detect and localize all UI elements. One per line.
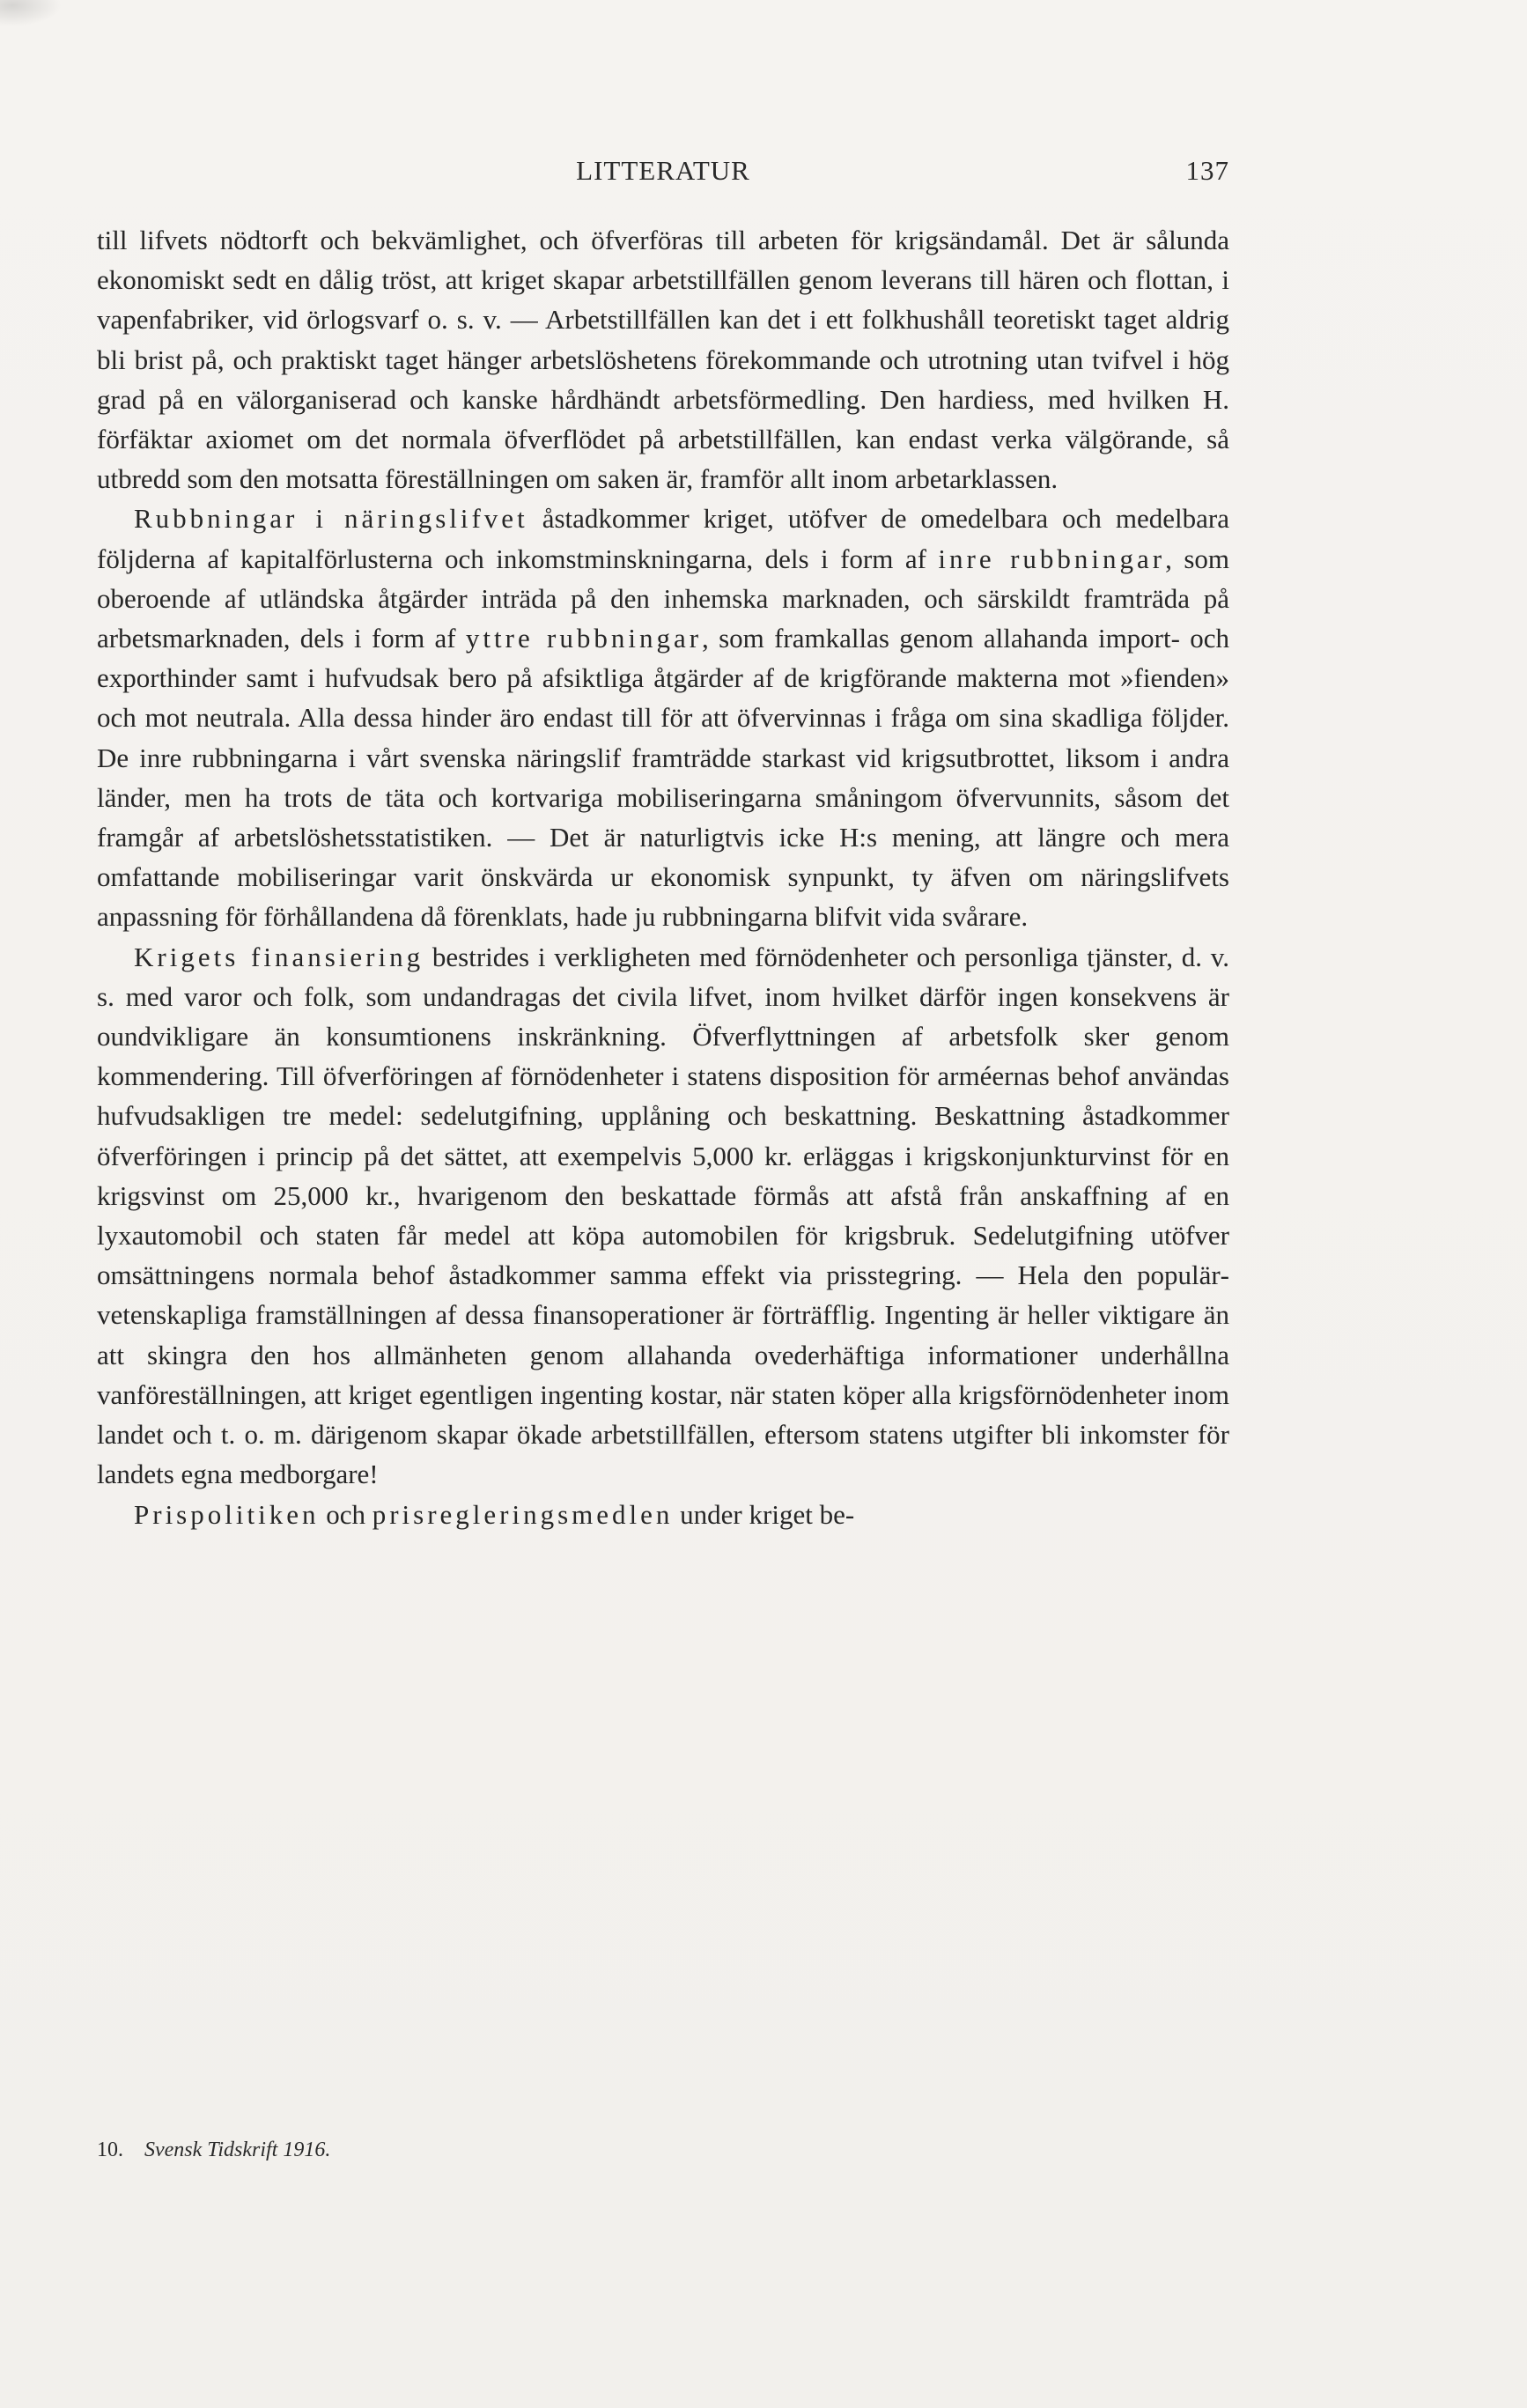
footer-signature [97, 2138, 330, 2162]
paragraph-text: och [319, 1498, 373, 1530]
spaced-emphasis: inre rubbningar [938, 543, 1166, 574]
spaced-emphasis: yttre rubbningar [465, 623, 703, 654]
paragraph-text: åstadkommer kriget, utöfver de omedelbara och medelbara följderna af kapitalförlusterna och inkomstminskningarna, dels i form af [97, 503, 1229, 574]
spaced-emphasis: prisregleringsmedlen [372, 1498, 674, 1530]
spaced-emphasis: Krigets finansiering [134, 941, 424, 972]
paragraph [97, 220, 1229, 499]
paragraph-text: under kriget be- [673, 1498, 855, 1530]
spaced-emphasis: Rubbningar i näringslifvet [134, 503, 528, 535]
body-text [97, 220, 1229, 1534]
signature-text: Svensk Tidskrift 1916. [144, 2138, 331, 2161]
paragraph [97, 937, 1229, 1495]
paragraph-text: bestrides i verkligheten med förnödenheter och personliga tjänster, d. v. s. med varor och folk, som undandragas det civila lifvet, inom hvilket därför ingen konsekvens är oundvikligare än konsumtionens inskränkning. Öfverflyttningen af arbetsfolk sker genom kommendering. Till öfverföringen af förnödenheter i statens disposition för arméernas behof användas hufvudsakligen tre medel: sedelutgifning, upplåning och beskattning. Beskattning åstadkommer öfverföringen i princip på det sättet, att exempelvis 5,000 kr. erläggas i krigskonjunkturvinst för en krigsvinst om 25,000 kr., hvarigenom den beskattade förmås att afstå från anskaffning af en lyxautomobil och staten får medel att köpa automobilen för krigsbruk. Sedelutgifning utöfver omsättningens normala behof åstadkommer samma effekt via prisstegring. — Hela den populärvetenskapliga framställningen af dessa finansoperationer är förträfflig. Ingenting är heller viktigare än att skingra den hos allmänheten genom allahanda ovederhäftiga informationer underhållna vanföreställningen, att kriget egentligen ingenting kostar, när staten köper alla krigsförnödenheter inom landet och t. o. m. därigenom skapar ökade arbetstillfällen, eftersom statens utgifter bli inkomster för landets egna medborgare! [97, 941, 1229, 1490]
spaced-emphasis: Prispolitiken [134, 1498, 320, 1530]
signature-number: 10. [97, 2138, 123, 2161]
paragraph-text: , som oberoende af utländska åtgärder inträda på den inhemska marknaden, och särskildt framträda på arbetsmarknaden, dels i form af [97, 543, 1229, 654]
paragraph [97, 499, 1229, 936]
paragraph-text: till lifvets nödtorft och bekvämlighet, och öfverföras till arbeten för krigsändamål. Det är sålunda ekonomiskt sedt en dålig tröst, att kriget skapar arbetstillfällen genom leverans till hären och flottan, i vapenfabriker, vid örlogsvarf o. s. v. — Arbetstillfällen kan det i ett folkhushåll teoretiskt taget aldrig bli brist på, och praktiskt taget hänger arbetslöshetens förekommande och utrotning utan tvifvel i hög grad på en välorganiserad och kanske hårdhändt arbetsförmedling. Den hardiess, med hvilken H. förfäktar axiomet om det normala öfverflödet på arbetstillfällen, kan endast verka välgörande, så utbredd som den motsatta föreställningen om saken är, framför allt inom arbetarklassen. [97, 225, 1229, 495]
page-header-title: LITTERATUR [576, 155, 750, 186]
running-head [97, 155, 1229, 199]
paragraph-text: , som framkallas genom allahanda import- och exporthinder samt i hufvudsak bero på afsiktliga åtgärder af de krigförande makterna mot »fienden» och mot neutrala. Alla dessa hinder äro endast till för att öfvervinnas i fråga om sina skadliga följder. De inre rubbningarna i vårt svenska näringslif framträdde starkast vid krigsutbrottet, liksom i andra länder, men ha trots de täta och kortvariga mobiliseringarna småningom öfvervunnits, såsom det framgår af arbetslöshetsstatistiken. — Det är naturligtvis icke H:s mening, att längre och mera omfattande mobiliseringar varit önskvärda ur ekonomisk synpunkt, ty äfven om näringslifvets anpassning för förhållandena då förenklats, hade ju rubbningarna blifvit vida svårare. [97, 623, 1230, 933]
paragraph [97, 1495, 1229, 1534]
corner-smudge [0, 0, 62, 26]
page-number: 137 [1185, 155, 1229, 186]
